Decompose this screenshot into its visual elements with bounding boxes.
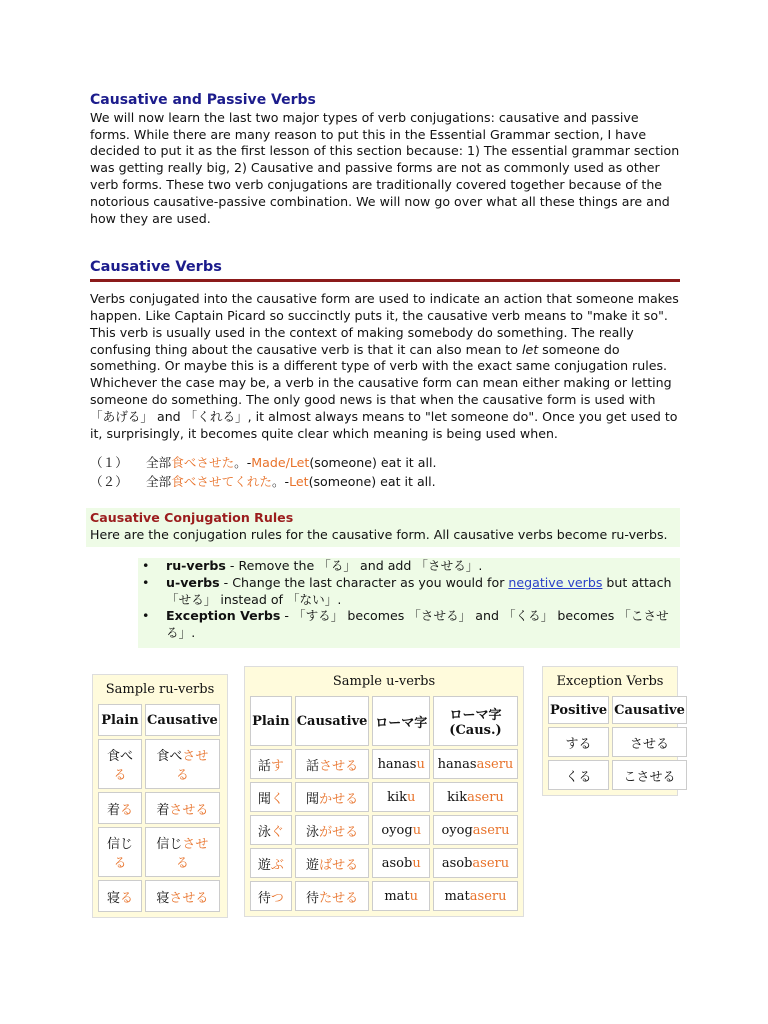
rules-box <box>86 508 680 547</box>
example-list <box>90 454 680 492</box>
u-verbs-table <box>244 666 524 917</box>
rules-list <box>138 558 680 648</box>
table-row: 泳ぐ 泳がせる oyogu oyogaseru <box>250 815 518 845</box>
table-row: 着る 着させる <box>98 792 220 824</box>
negative-verbs-link[interactable]: negative verbs <box>508 574 603 590</box>
intro-paragraph: We will now learn the last two major types of verb conjugations: causative and passive forms. While there are many reason to put this in the Essential Grammar section, I have decided to put it as the first lesson of this section because: 1) The essential grammar section was getting really big, 2) Causative and passive forms are not as commonly used as other verb forms. These two verb conjugations are traditionally covered together because of the notorious causative-passive combination. We will now go over what all these things are and how they are used. <box>90 109 680 226</box>
rules-intro: Here are the conjugation rules for the causative form. All causative verbs become ru-verbs. <box>90 527 668 543</box>
table-caption: Sample u-verbs <box>332 674 436 689</box>
table-row: 待つ 待たせる matu mataseru <box>250 881 518 911</box>
table-row: くる こさせる <box>548 760 687 790</box>
table-row: 寝る 寝させる <box>98 880 220 912</box>
table-caption: Exception Verbs <box>556 674 664 689</box>
column-header: Positive <box>548 696 609 724</box>
exception-verbs-table <box>542 666 685 796</box>
column-header: Plain <box>98 704 142 736</box>
table-row: 信じ る 信じさせ る <box>98 827 220 877</box>
rules-title: Causative Conjugation Rules <box>90 510 294 526</box>
causative-paragraph: Verbs conjugated into the causative form are used to indicate an action that someone makes happen. Like Captain Picard so succinctly puts it, the causative verb means to "make it so". This verb is usually used in the context of making somebody do something. The really confusing thing about the causative verb is that it can also mean to let someone do something. Or maybe this is a different type of verb with the exact same conjugation rules. Whichever the case may be, a verb in the causative form can mean either making or letting someone do something. The only good news is that when the causative form is used with 「あげる」 and 「くれる」, it almost always means to "let someone do". Once you get used to it, surprisingly, it becomes quite clear which meaning is being used when. <box>90 291 679 441</box>
column-header: Causative <box>295 696 370 746</box>
column-header: ローマ字 (Caus.) <box>433 696 518 746</box>
example-sentence: （１） 全部 食べさせた 。- Made/Let (someone) eat it all. <box>90 455 437 471</box>
rule-exception-verbs: • Exception Verbs - 「する」 becomes 「させる」 and 「くる」 becomes 「こさせる」. <box>138 608 680 642</box>
table-row: 食べ る 食べさせ る <box>98 739 220 789</box>
column-header: Causative <box>145 704 220 736</box>
article <box>90 92 680 648</box>
ru-verbs-table <box>92 674 228 918</box>
column-header: ローマ字 <box>372 696 430 746</box>
table-row: する させる <box>548 727 687 757</box>
column-header: Plain <box>250 696 292 746</box>
table-caption: Sample ru-verbs <box>105 682 215 697</box>
page-title: Causative and Passive Verbs <box>90 92 316 108</box>
rule-ru-verbs: • ru-verbs - Remove the 「る」 and add 「させる」. <box>138 558 680 575</box>
example-sentence: （２） 全部 食べさせてくれた 。- Let (someone) eat it all. <box>90 474 436 490</box>
section-title-causative: Causative Verbs <box>90 259 680 282</box>
rule-u-verbs: • u-verbs - Change the last character as you would for negative verbs but attach 「せる」 instead of 「ない」. <box>138 575 680 609</box>
table-row: 話す 話させる hanasu hanasaseru <box>250 749 518 779</box>
column-header: Causative <box>612 696 687 724</box>
table-row: 遊ぶ 遊ばせる asobu asobaseru <box>250 848 518 878</box>
table-row: 聞く 聞かせる kiku kikaseru <box>250 782 518 812</box>
